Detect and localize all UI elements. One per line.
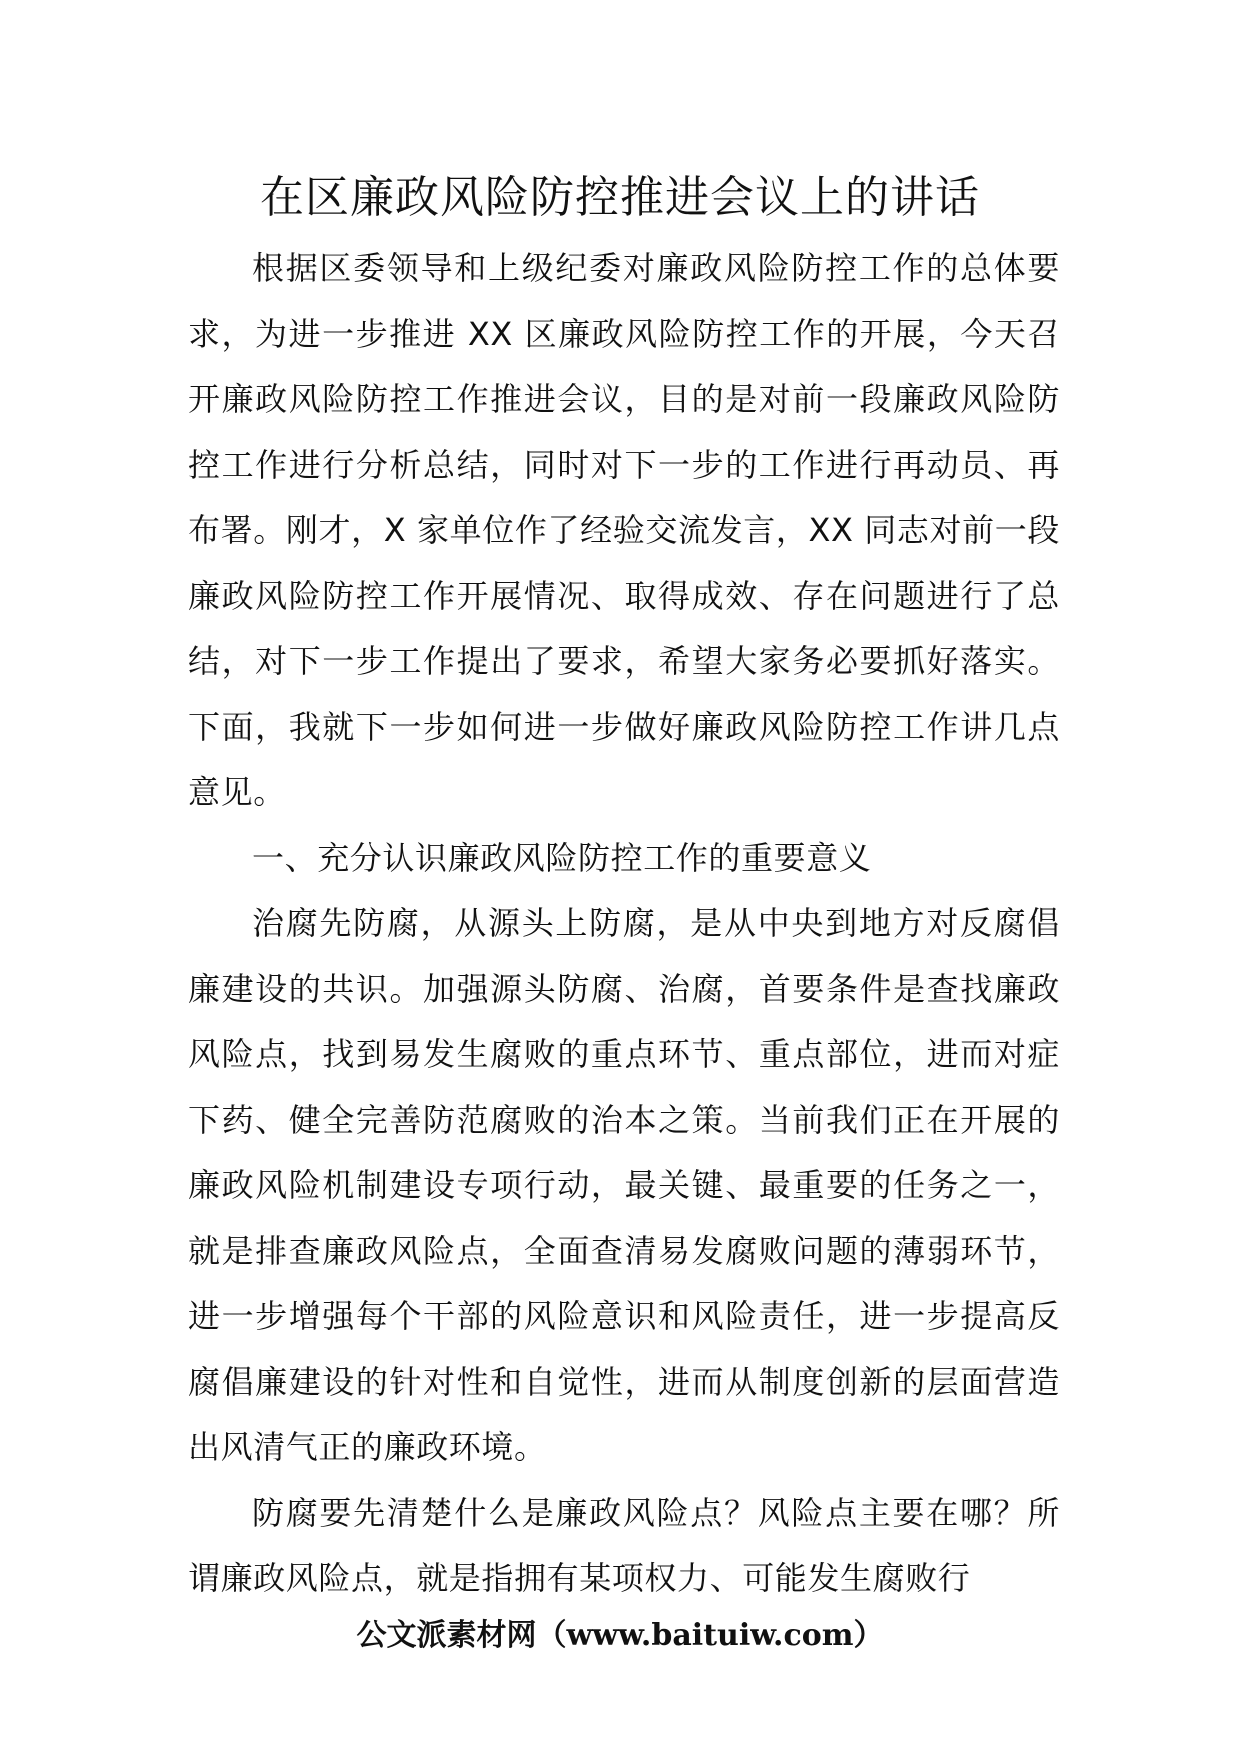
- document-body: [188, 236, 1060, 1612]
- footer-watermark: 公文派素材网（www.baituiw.com）: [356, 1618, 884, 1653]
- paragraph-intro: 根据区委领导和上级纪委对廉政风险防控工作的总体要求，为进一步推进 XX 区廉政风险防控工作的开展，今天召开廉政风险防控工作推进会议，目的是对前一段廉政风险防控工作进行分析总结，同时对下一步的工作进行再动员、再布署。刚才，X 家单位作了经验交流发言，XX 同志对前一段廉政风险防控工作开展情况、取得成效、存在问题进行了总结，对下一步工作提出了要求，希望大家务必要抓好落实。下面，我就下一步如何进一步做好廉政风险防控工作讲几点意见。: [188, 249, 1060, 811]
- document-title: 在区廉政风险防控推进会议上的讲话: [260, 172, 980, 223]
- section-heading-1: 一、充分认识廉政风险防控工作的重要意义: [252, 838, 872, 877]
- paragraph-risk-points: 防腐要先清楚什么是廉政风险点？风险点主要在哪？所谓廉政风险点，就是指拥有某项权力、可能发生腐败行: [188, 1493, 1060, 1597]
- paragraph-section-1: 治腐先防腐，从源头上防腐，是从中央到地方对反腐倡廉建设的共识。加强源头防腐、治腐，首要条件是查找廉政风险点，找到易发生腐败的重点环节、重点部位，进而对症下药、健全完善防范腐败的治本之策。当前我们正在开展的廉政风险机制建设专项行动，最关键、最重要的任务之一，就是排查廉政风险点，全面查清易发腐败问题的薄弱环节，进一步增强每个干部的风险意识和风险责任，进一步提高反腐倡廉建设的针对性和自觉性，进而从制度创新的层面营造出风清气正的廉政环境。: [188, 904, 1060, 1466]
